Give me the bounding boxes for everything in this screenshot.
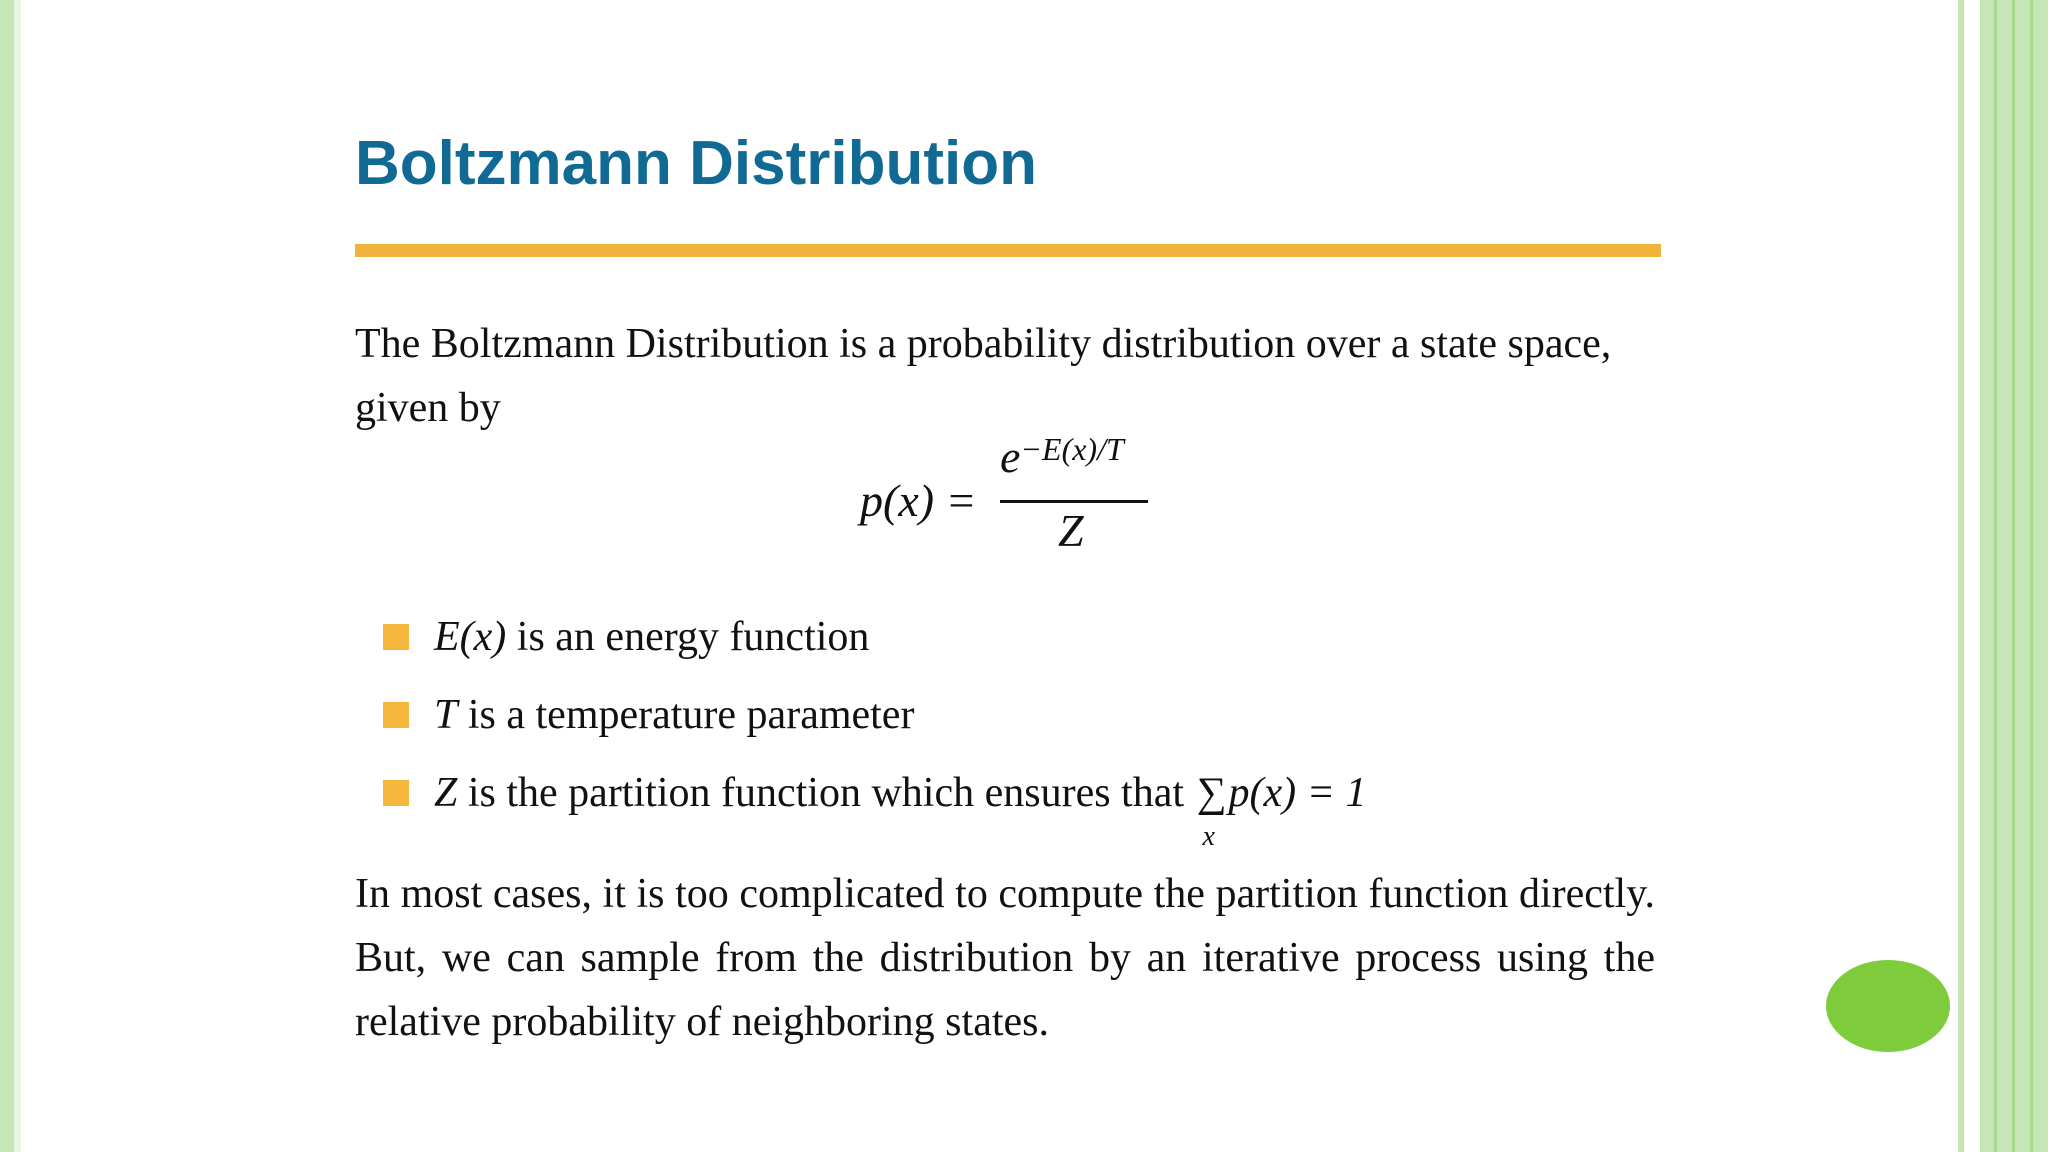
right-edge-line <box>1994 0 1997 1152</box>
fraction-bar <box>1000 500 1148 503</box>
bullet-text: is an energy function <box>506 614 870 660</box>
formula-denominator: Z <box>1058 505 1084 556</box>
bullet-text: is a temperature parameter <box>457 692 915 738</box>
bullet-text: is the partition function which ensures that <box>457 770 1195 816</box>
list-item <box>380 605 1367 683</box>
left-edge-stripe-inner <box>14 0 21 1152</box>
boltzmann-formula <box>860 430 1160 560</box>
list-item <box>380 683 1367 761</box>
green-circle-decoration <box>1826 960 1950 1052</box>
slide-title: Boltzmann Distribution <box>355 129 1037 198</box>
formula-exponent: −E(x)/T <box>1020 431 1124 467</box>
formula-numerator <box>1000 430 1124 483</box>
bullet-square-icon <box>383 702 409 728</box>
left-edge-stripe <box>0 0 14 1152</box>
intro-paragraph: The Boltzmann Distribution is a probability distribution over a state space, given by <box>355 321 1612 431</box>
bullet-symbol: Z <box>434 770 458 816</box>
right-edge-line <box>2012 0 2015 1152</box>
bullet-square-icon <box>383 780 409 806</box>
sum-sign: ∑ <box>1196 770 1227 816</box>
right-edge-line <box>2030 0 2033 1152</box>
formula-numerator-base: e <box>1000 431 1021 482</box>
title-underline <box>355 244 1661 257</box>
closing-paragraph: In most cases, it is too complicated to compute the partition function directly. But, we can sample from the distribution by an iterative process using the relative probability of neighboring states. <box>355 871 1655 1045</box>
sum-subscript: x <box>1202 821 1215 852</box>
sum-symbol <box>1195 761 1229 852</box>
bullet-list <box>380 605 1367 852</box>
right-edge-gap <box>1964 0 1980 1152</box>
sum-expression: p(x) = 1 <box>1228 770 1367 816</box>
bullet-square-icon <box>383 624 409 650</box>
bullet-symbol: T <box>434 692 458 738</box>
bullet-symbol: E(x) <box>434 614 507 660</box>
formula-lhs: p(x) = <box>860 475 977 526</box>
list-item <box>380 761 1367 852</box>
